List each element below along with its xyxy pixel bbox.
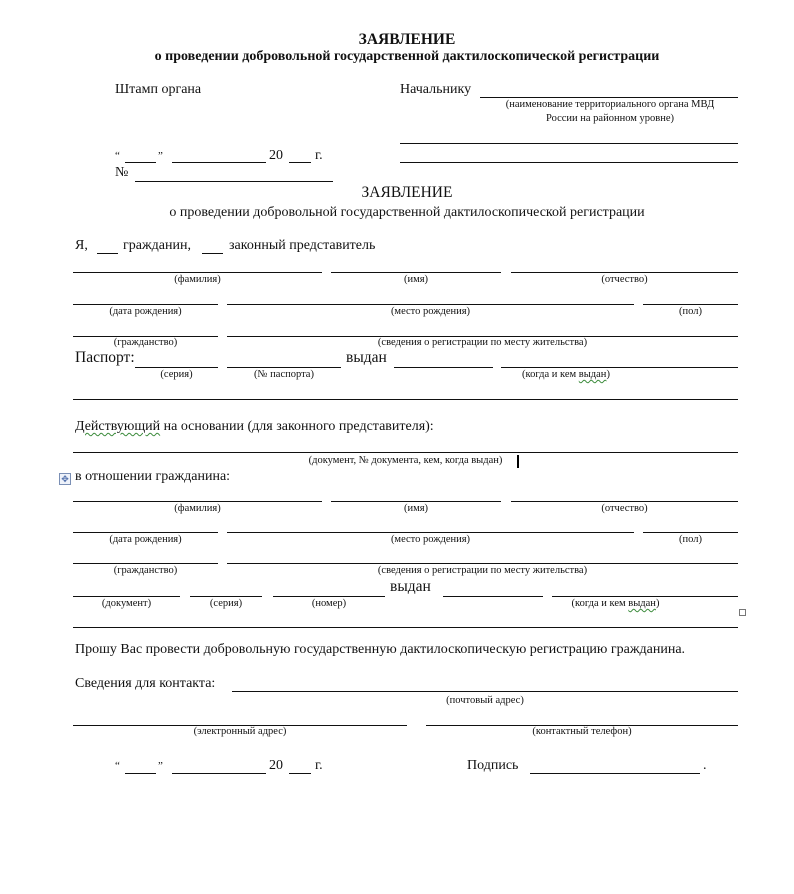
postal-address-field[interactable] (232, 691, 738, 692)
passport-extra-field[interactable] (73, 399, 738, 400)
caption-birth-date: (дата рождения) (109, 534, 182, 545)
passport-label: Паспорт: (75, 349, 135, 366)
date-year-field[interactable] (289, 162, 311, 163)
caption-issued-by-word: выдан (628, 598, 656, 609)
year-suffix: г. (315, 148, 323, 163)
applicant-sex-field[interactable] (643, 304, 738, 305)
caption-surname: (фамилия) (174, 274, 221, 285)
form-subtitle: о проведении добровольной государственной дактилоскопической регистрации (154, 49, 660, 64)
caption-issued-by-word: выдан (578, 369, 607, 380)
caption-passport-no: (№ паспорта) (254, 369, 314, 380)
citizen-issue-date-field[interactable] (443, 596, 543, 597)
caption-email: (электронный адрес) (193, 726, 287, 737)
citizen-series-field[interactable] (190, 596, 262, 597)
caption-citizenship: (гражданство) (113, 337, 178, 348)
caption-birth-place: (место рождения) (390, 534, 471, 545)
number-field[interactable] (135, 181, 333, 182)
text-cursor (517, 455, 519, 468)
to-caption-2: России на районном уровне) (546, 113, 674, 124)
citizen-surname-field[interactable] (73, 501, 322, 502)
footer-day-field[interactable] (125, 773, 156, 774)
form-title: ЗАЯВЛЕНИЕ (358, 31, 456, 48)
year-suffix: г. (315, 758, 323, 773)
caption-issued-by-end: ) (606, 369, 610, 380)
passport-issuer-field[interactable] (501, 367, 738, 368)
citizen-checkbox-field[interactable] (97, 253, 118, 254)
issued-label: выдан (346, 349, 387, 366)
caption-number: (номер) (311, 598, 347, 609)
applicant-birthdate-field[interactable] (73, 304, 218, 305)
caption-citizenship: (гражданство) (113, 565, 178, 576)
table-move-handle-icon[interactable]: ✥ (59, 473, 71, 485)
quote-close: ” (158, 760, 163, 772)
citizen-document-field[interactable] (73, 596, 180, 597)
citizen-registration-field[interactable] (227, 563, 738, 564)
representative-checkbox-field[interactable] (202, 253, 223, 254)
basis-label (75, 419, 434, 435)
passport-issue-date-field[interactable] (394, 367, 493, 368)
request-text: Прошу Вас провести добровольную государственную дактилоскопическую регистрацию гражданина. (75, 642, 686, 657)
caption-birth-place: (место рождения) (390, 306, 471, 317)
signature-field[interactable] (530, 773, 700, 774)
issued-label: выдан (390, 578, 431, 595)
year-prefix: 20 (269, 148, 283, 163)
signature-label: Подпись (467, 758, 519, 773)
applicant-surname-field[interactable] (73, 272, 322, 273)
caption-registration: (сведения о регистрации по месту жительства) (377, 337, 588, 348)
table-resize-handle-icon[interactable] (739, 609, 746, 616)
citizen-birthplace-field[interactable] (227, 532, 634, 533)
citizen-number-field[interactable] (273, 596, 385, 597)
caption-issued-by (443, 598, 738, 610)
intro-representative: законный представитель (229, 238, 376, 253)
citizen-birthdate-field[interactable] (73, 532, 218, 533)
caption-issued-by (394, 369, 738, 381)
number-label: № (115, 165, 129, 180)
citizen-name-field[interactable] (331, 501, 501, 502)
caption-issued-by-text: (когда и кем (571, 598, 629, 609)
caption-surname: (фамилия) (174, 503, 221, 514)
caption-sex: (пол) (679, 306, 702, 317)
year-prefix: 20 (269, 758, 283, 773)
basis-label-word: Действующий (75, 419, 161, 434)
caption-issued-by-text: (когда и кем (522, 369, 579, 380)
intro-i: Я, (75, 238, 88, 253)
caption-patronymic: (отчество) (601, 503, 648, 514)
citizen-issuer-field[interactable] (552, 596, 738, 597)
quote-close: ” (158, 150, 163, 162)
caption-registration: (сведения о регистрации по месту жительства) (377, 565, 588, 576)
caption-basis-document: (документ, № документа, кем, когда выдан) (308, 455, 503, 466)
basis-label-text: на основании (для законного представителя): (160, 419, 434, 434)
date-day-field[interactable] (125, 162, 156, 163)
contact-label: Сведения для контакта: (75, 676, 216, 691)
to-label: Начальнику (400, 82, 472, 97)
basis-document-field[interactable] (73, 452, 738, 453)
footer-month-field[interactable] (172, 773, 266, 774)
passport-series-field[interactable] (135, 367, 218, 368)
applicant-name-field[interactable] (331, 272, 501, 273)
body-title: ЗАЯВЛЕНИЕ (361, 184, 453, 201)
signature-period: . (703, 758, 707, 773)
caption-document: (документ) (101, 598, 152, 609)
citizen-citizenship-field[interactable] (73, 563, 218, 564)
caption-birth-date: (дата рождения) (109, 306, 182, 317)
applicant-birthplace-field[interactable] (227, 304, 634, 305)
caption-name: (имя) (403, 274, 429, 285)
citizen-sex-field[interactable] (643, 532, 738, 533)
quote-open: “ (115, 760, 120, 772)
caption-name: (имя) (403, 503, 429, 514)
body-subtitle: о проведении добровольной государственной дактилоскопической регистрации (169, 205, 645, 220)
footer-year-field[interactable] (289, 773, 311, 774)
caption-series: (серия) (209, 598, 243, 609)
caption-patronymic: (отчество) (601, 274, 648, 285)
to-caption-1: (наименование территориального органа МВД (505, 99, 715, 110)
applicant-patronymic-field[interactable] (511, 272, 738, 273)
regarding-label: в отношении гражданина: (75, 469, 231, 484)
quote-open: “ (115, 150, 120, 162)
caption-sex: (пол) (679, 534, 702, 545)
date-month-field[interactable] (172, 162, 266, 163)
caption-postal: (почтовый адрес) (446, 695, 524, 706)
citizen-extra-field[interactable] (73, 627, 738, 628)
intro-citizen: гражданин, (123, 238, 191, 253)
caption-phone: (контактный телефон) (532, 726, 632, 737)
caption-series: (серия) (160, 369, 193, 380)
citizen-patronymic-field[interactable] (511, 501, 738, 502)
to-field-3[interactable] (400, 162, 738, 163)
passport-number-field[interactable] (227, 367, 341, 368)
caption-issued-by-end: ) (655, 598, 660, 609)
to-field-2[interactable] (400, 143, 738, 144)
to-field[interactable] (480, 97, 738, 98)
stamp-label: Штамп органа (115, 82, 202, 97)
